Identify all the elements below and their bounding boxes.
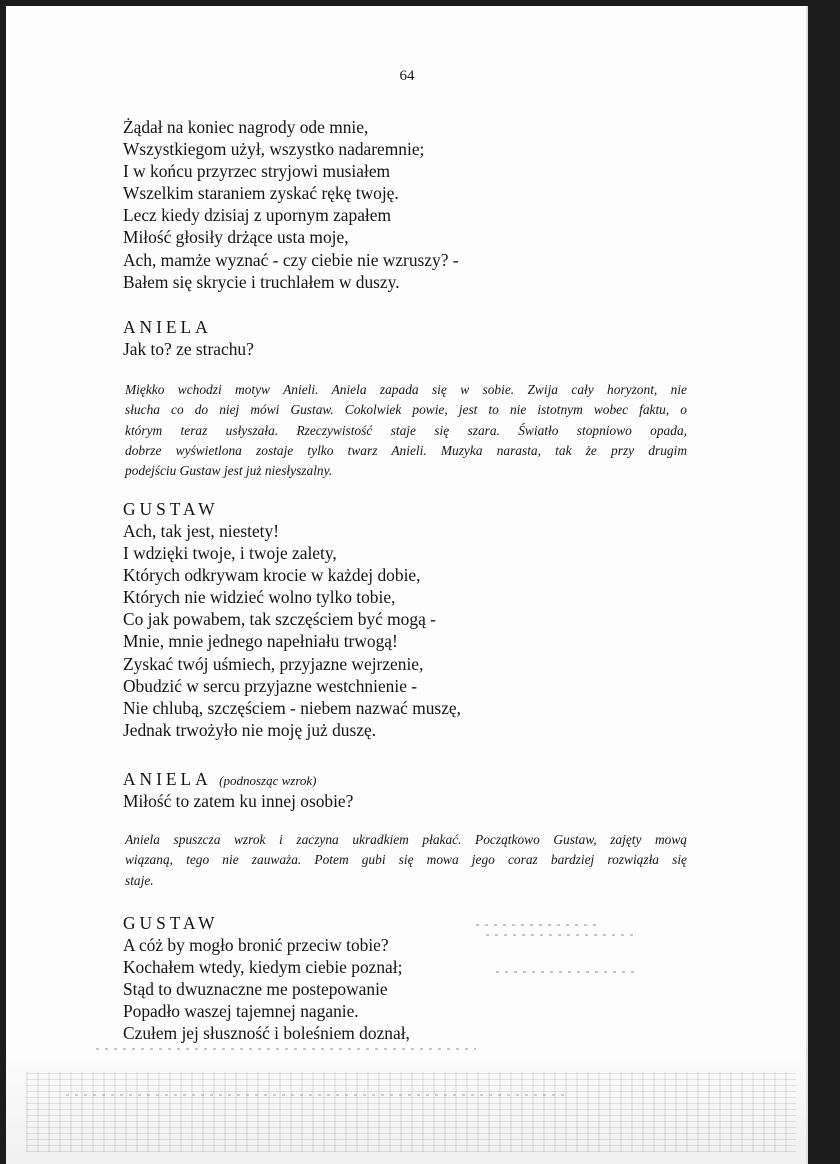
verse-line: Mnie, mnie jednego napełniału trwogą! [123,631,398,652]
verse-line: Ach, tak jest, niestety! [123,521,279,541]
verse-line: Których nie widzieć wolno tylko tobie, [123,587,396,608]
speaker-with-aside [123,768,317,792]
verse-line: Których odkrywam krocie w każdej dobie, [123,565,421,586]
verse-line: Wszelkim staraniem zyskać rękę twoję. [123,183,399,204]
scan-noise [476,924,596,926]
speaker-name: GUSTAW [123,913,219,933]
verse-line: Popadło waszej tajemnej naganie. [123,1001,359,1022]
verse-line: Jednak trwożyło nie moję już duszę. [123,719,377,740]
scan-noise [496,971,636,973]
verse-line: Co jak powabem, tak szczęściem być mogą - [123,609,436,630]
stage-direction-line: słucha co do niej mówi Gustaw. Cokolwiek powie, jest to nie istotnym wobec faktu, o [125,402,687,418]
verse-line: Stąd to dwuznaczne me postepowanie [123,979,388,1000]
verse-line: Miłość to zatem ku innej osobie? [123,791,354,811]
verse-line: Nie chlubą, szczęściem - niebem nazwać muszę, [123,697,461,718]
speaker-name: GUSTAW [123,499,219,519]
verse-line: Kochałem wtedy, kiedym ciebie poznał; [123,957,403,978]
verse-line: Żądał na koniec nagrody ode mnie, [123,117,369,137]
stage-direction [125,380,687,481]
stage-direction-line: staje. [125,872,154,888]
stage-direction-line: podejściu Gustaw jest już niesłyszalny. [125,463,333,479]
verse-line: Wszystkiegom użył, wszystko nadaremnie; [123,139,425,160]
verse-block-1 [123,116,459,293]
stage-direction-line: Miękko wchodzi motyw Anieli. Aniela zapada się w sobie. Zwija cały horyzont, nie [125,382,687,397]
verse-block-3 [123,520,461,741]
page-number: 64 [399,68,415,84]
verse-line: Czułem jej słuszność i boleśniem doznał, [123,1023,410,1044]
stage-direction-line: Aniela spuszcza wzrok i zaczyna ukradkiem płakać. Początkowo Gustaw, zajęty mową [125,832,687,847]
verse-line: Jak to? ze strachu? [123,339,254,359]
verse-line: I w końcu przyrzec stryjowi musiałem [123,161,391,182]
scan-streaks [26,1072,796,1152]
scan-noise [486,934,636,936]
verse-block-2 [123,338,254,360]
verse-line: Zyskać twój uśmiech, przyjazne wejrzenie, [123,653,424,674]
stage-direction-line: dobrze wyświetlona zostaje tylko twarz Anieli. Muzyka narasta, tak że przy drugim [125,442,687,458]
stage-direction [125,830,687,891]
verse-line: Ach, mamże wyznać - czy ciebie nie wzruszy? - [123,249,459,270]
document-page [6,6,808,1164]
verse-block-5 [123,934,410,1044]
stage-direction-line: wiązaną, tego nie zauważa. Potem gubi się mowa jego coraz bardziej rozwiązła się [125,852,687,868]
verse-line: Lecz kiedy dzisiaj z upornym zapałem [123,205,391,226]
verse-line: Obudzić w sercu przyjazne westchnienie - [123,675,418,696]
verse-line: Bałem się skrycie i truchlałem w duszy. [123,271,400,292]
speaker-name: ANIELA [123,317,212,337]
verse-line: A cóż by mogło bronić przeciw tobie? [123,935,389,955]
verse-line: Miłość głosiły drżące usta moje, [123,227,349,248]
speaker-name: ANIELA [123,769,211,789]
verse-block-4 [123,790,353,812]
stage-direction-line: którym teraz usłyszała. Rzeczywistość staje się szara. Światło stopniowo opada, [125,422,687,438]
stage-aside: (podnosząc wzrok) [219,773,317,788]
verse-line: I wdzięki twoje, i twoje zalety, [123,543,337,564]
